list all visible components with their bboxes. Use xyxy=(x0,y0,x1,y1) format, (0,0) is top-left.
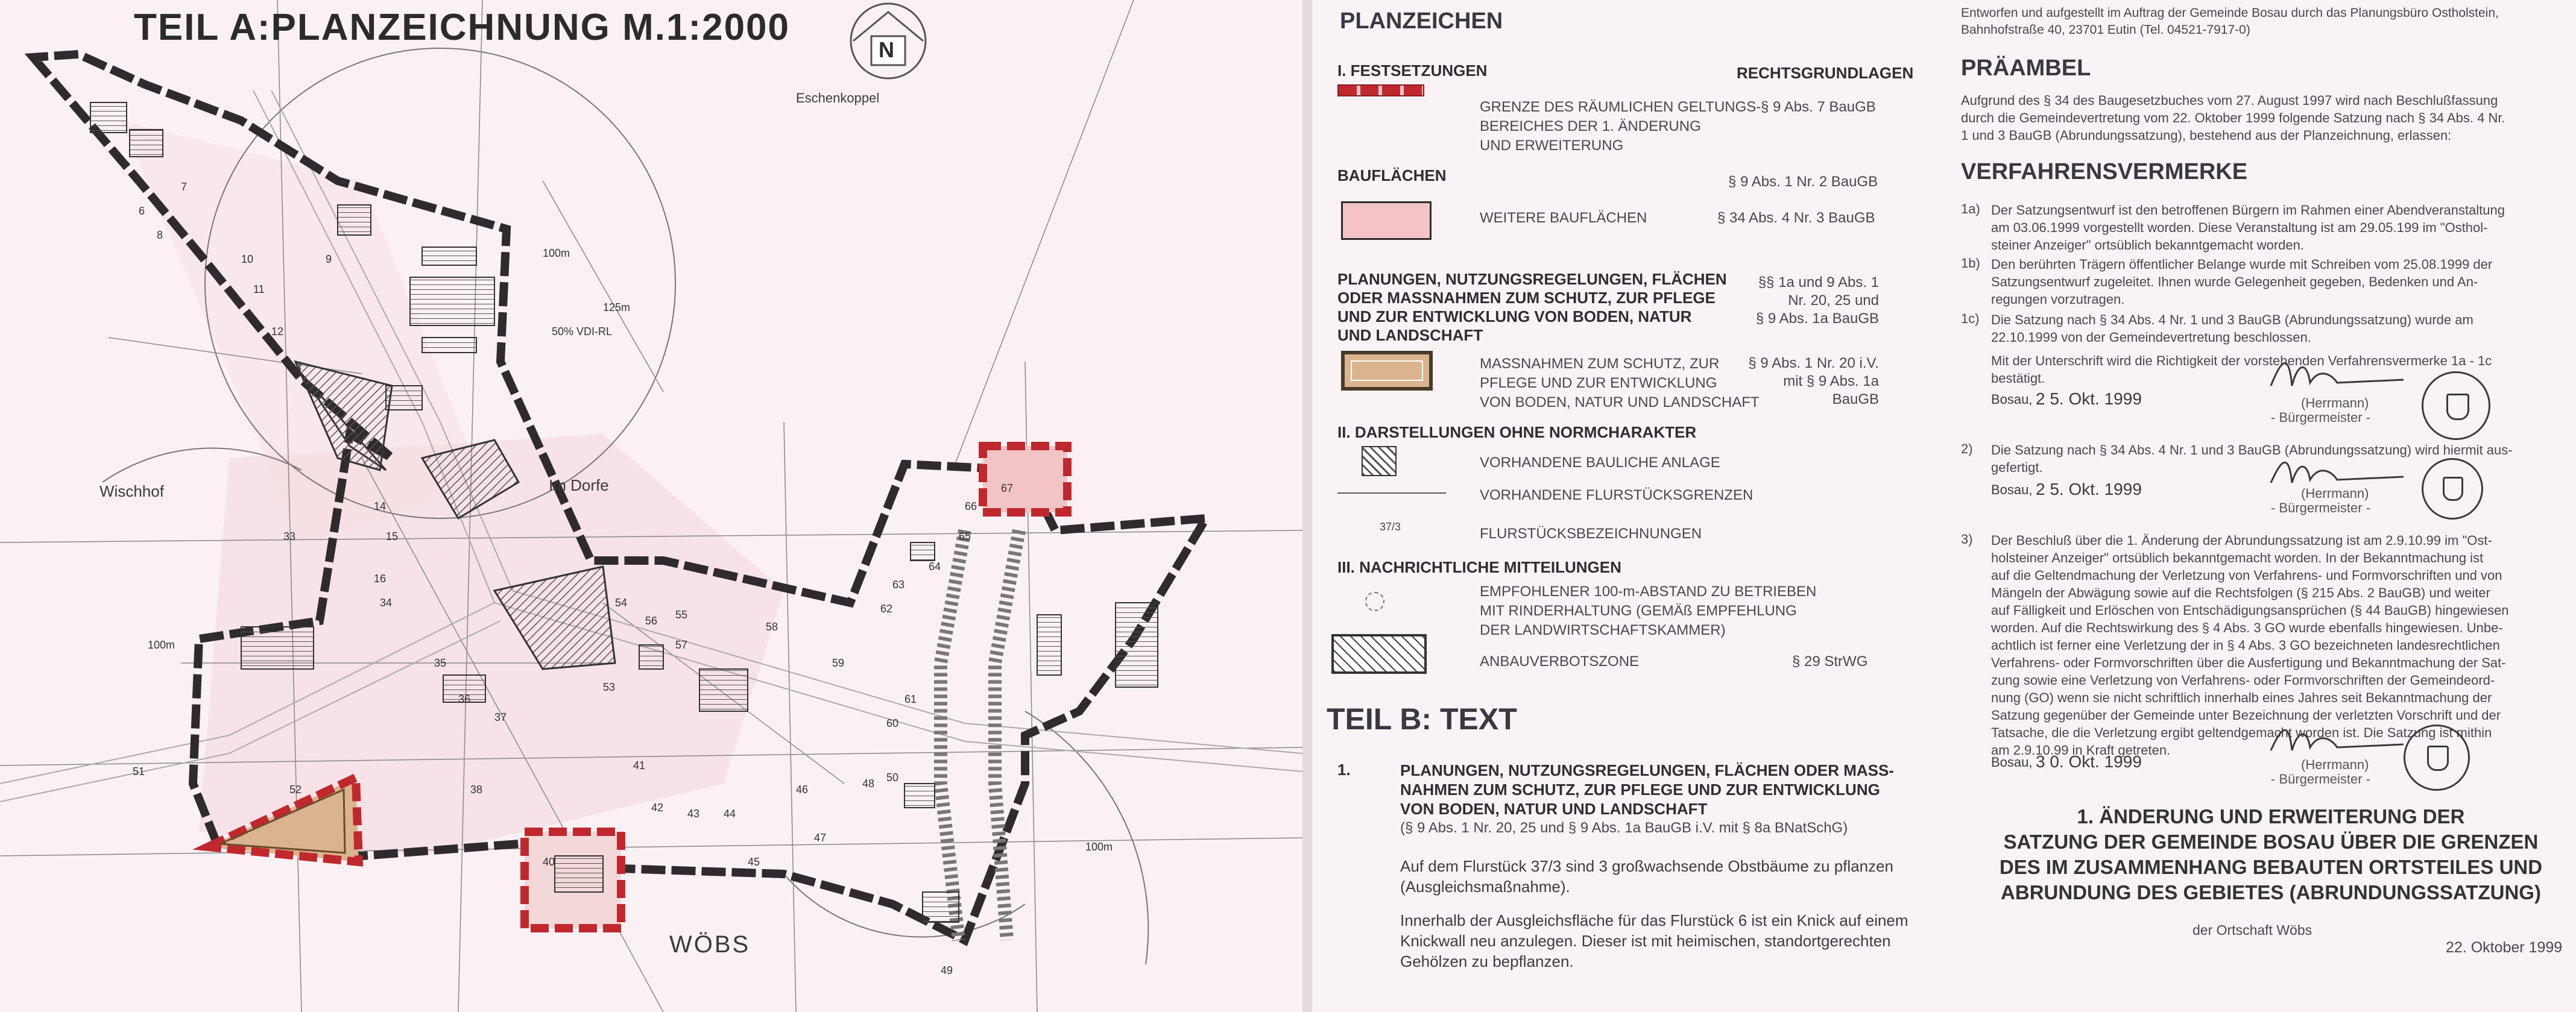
legend-abstand: EMPFOHLENER 100-m-ABSTAND ZU BETRIEBEN MIT RINDERHALTUNG (GEMÄß EMPFEHLUNG DER LANDWIRTSCHAFTSKAMMER) xyxy=(1480,583,1817,638)
lot-number: 6 xyxy=(139,205,145,217)
teil-b-para1: Auf dem Flurstück 37/3 sind 3 großwachsende Obstbäume zu pflanzen (Ausgleichsmaßnahme). xyxy=(1400,857,1893,896)
lot-number: 63 xyxy=(892,579,905,591)
v1b-number: 1b) xyxy=(1961,256,1980,271)
legend-red-boundary-swatch xyxy=(1337,84,1424,96)
signer-name-3: (Herrmann) xyxy=(2301,757,2369,772)
lot-number: 34 xyxy=(380,597,393,609)
lot-number: 54 xyxy=(615,597,628,609)
lot-number: 53 xyxy=(603,681,616,693)
lot-number: 8 xyxy=(157,229,163,241)
lot-number: 35 xyxy=(434,657,447,669)
lot-number: 62 xyxy=(880,603,893,615)
header-text: Entworfen und aufgestellt im Auftrag der Gemeinde Bosau durch das Planungsbüro Ostholstein, Bahnhofstraße 40, 23701 Eutin (Tel. 04521-7917-0) xyxy=(1961,6,2499,37)
lot-number: 16 xyxy=(374,573,387,585)
signer-title-3: - Bürgermeister - xyxy=(2271,772,2371,787)
lot-number: 44 xyxy=(724,808,736,820)
v1a-text: Der Satzungsentwurf ist den betroffenen Bürgern im Rahmen einer Abendveranstaltung am 03.06.1999 vorgestellt worden. Diese Veranstaltung ist am 29.05.199 im "Osthol- steiner Anzeiger" ortsüblich bekanntgemacht worden. xyxy=(1991,203,2505,253)
signer-title-1: - Bürgermeister - xyxy=(2271,410,2371,425)
law-weitere: § 34 Abs. 4 Nr. 3 BauGB xyxy=(1717,210,1875,226)
legend-bauliche-swatch xyxy=(1362,446,1397,476)
law-grenze: § 9 Abs. 7 BauGB xyxy=(1761,99,1876,115)
lot-number: 65 xyxy=(959,530,971,542)
signature-icon xyxy=(2265,717,2410,759)
municipal-stamp-icon xyxy=(2404,724,2470,791)
legend-section-2: II. DARSTELLUNGEN OHNE NORMCHARAKTER xyxy=(1337,423,1697,441)
lot-number: 60 xyxy=(886,717,899,729)
lot-number: 67 xyxy=(1001,482,1014,494)
lot-number: 49 xyxy=(941,964,953,976)
lot-number: 58 xyxy=(766,621,778,633)
lot-number: 50 xyxy=(886,772,899,784)
place-2: Bosau, xyxy=(1991,482,2033,497)
v2-number: 2) xyxy=(1961,441,1973,456)
legend-anbau-swatch xyxy=(1331,634,1427,674)
legend-planungen: PLANUNGEN, NUTZUNGSREGELUNGEN, FLÄCHEN ODER MASSNAHMEN ZUM SCHUTZ, ZUR PFLEGE UND ZUR ENTWICKLUNG VON BODEN, NATUR UND LANDSCHAFT xyxy=(1337,270,1727,344)
lot-number: 9 xyxy=(326,253,332,265)
legend-title: PLANZEICHEN xyxy=(1340,8,1503,34)
distance-label: 100m xyxy=(1085,841,1113,853)
lot-number: 7 xyxy=(181,181,188,193)
lot-number: 33 xyxy=(283,530,296,542)
legend-flurgrenze-swatch xyxy=(1337,492,1446,494)
legend-abstand-swatch xyxy=(1365,592,1384,611)
teil-b-heading: PLANUNGEN, NUTZUNGSREGELUNGEN, FLÄCHEN ODER MASS- NAHMEN ZUM SCHUTZ, ZUR PFLEGE UND ZUR ENTWICKLUNG VON BODEN, NATUR UND LANDSCHAFT xyxy=(1400,761,1895,818)
municipal-stamp-icon xyxy=(2422,371,2490,440)
lot-number: 64 xyxy=(929,561,941,573)
lot-number: 13 xyxy=(289,362,302,374)
lot-number: 59 xyxy=(832,657,845,669)
north-label: N xyxy=(879,37,894,62)
legend-bauliche: VORHANDENE BAULICHE ANLAGE xyxy=(1480,454,1720,471)
date-2: 2 5. Okt. 1999 xyxy=(2036,480,2142,498)
lot-number: 42 xyxy=(651,802,664,814)
legend-flurbez: FLURSTÜCKSBEZEICHNUNGEN xyxy=(1480,526,1702,542)
teil-b-para2: Innerhalb der Ausgleichsfläche für das Flurstück 6 ist ein Knick auf einem Knickwall neu anzulegen. Dieser ist mit heimischen, standortgerechten Gehölzen zu bepflanzen. xyxy=(1400,911,1908,970)
lot-number: 43 xyxy=(687,808,700,820)
final-subtitle: der Ortschaft Wöbs xyxy=(2192,922,2312,938)
sheet-fold xyxy=(1302,0,1312,1012)
signer-title-2: - Bürgermeister - xyxy=(2271,500,2371,515)
praeambel-title: PRÄAMBEL xyxy=(1961,55,2091,81)
verfahren-title: VERFAHRENSVERMERKE xyxy=(1961,159,2248,184)
legend-anbau: ANBAUVERBOTSZONE xyxy=(1480,653,1640,670)
lot-number: 11 xyxy=(253,283,265,295)
lot-number: 47 xyxy=(814,832,827,844)
v3-number: 3) xyxy=(1961,532,1973,547)
map-title: TEIL A:PLANZEICHNUNG M.1:2000 xyxy=(134,7,791,48)
legend-weitere-swatch xyxy=(1341,201,1432,240)
place-3: Bosau, xyxy=(1991,755,2033,770)
lot-number: 45 xyxy=(748,856,760,868)
municipal-stamp-icon xyxy=(2422,458,2483,520)
lot-number: 40 xyxy=(543,856,555,868)
legend-section-1: I. FESTSETZUNGEN xyxy=(1337,61,1488,80)
lot-number: 56 xyxy=(645,615,658,627)
lot-number: 14 xyxy=(374,500,387,512)
signer-name-2: (Herrmann) xyxy=(2301,486,2369,501)
lot-number: 48 xyxy=(862,778,875,790)
signer-name-1: (Herrmann) xyxy=(2301,395,2369,410)
legend-massnahmen-swatch xyxy=(1341,351,1433,391)
lot-number: 51 xyxy=(133,765,145,778)
final-title: 1. ÄNDERUNG UND ERWEITERUNG DER SATZUNG DER GEMEINDE BOSAU ÜBER DIE GRENZEN DES IM ZUSAMMENHANG BEBAUTEN ORTSTEILES UND ABRUNDUNG DES GEBIETES (ABRUNDUNGSSATZUNG) xyxy=(1999,805,2543,904)
teil-b-title: TEIL B: TEXT xyxy=(1327,702,1517,736)
legend-flur-example: 37/3 xyxy=(1380,521,1401,533)
rechtsgrundlagen-heading: RECHTSGRUNDLAGEN xyxy=(1737,64,1914,82)
lot-number: 46 xyxy=(796,784,809,796)
lot-number: 10 xyxy=(241,253,254,265)
v1c-text: Die Satzung nach § 34 Abs. 4 Nr. 1 und 3 BauGB (Abrundungssatzung) wurde am 22.10.1999 von der Gemeindevertretung beschlossen. xyxy=(1991,312,2473,345)
place-1: Bosau, xyxy=(1991,392,2033,407)
distance-label: 50% VDI-RL xyxy=(552,325,613,338)
signature-icon xyxy=(2265,350,2410,398)
law-anbau: § 29 StrWG xyxy=(1792,653,1868,670)
legend-weitere: WEITERE BAUFLÄCHEN xyxy=(1480,210,1647,226)
v1a-number: 1a) xyxy=(1961,201,1980,216)
place-wischhof: Wischhof xyxy=(99,482,164,500)
lot-number: 37 xyxy=(494,711,507,723)
lot-number: 66 xyxy=(965,500,977,512)
v2-text: Die Satzung nach § 34 Abs. 4 Nr. 1 und 3 BauGB (Abrundungssatzung) wird hiermit aus- gefertigt. xyxy=(1991,442,2513,475)
lot-number: 41 xyxy=(633,759,646,772)
law-bauflaechen: § 9 Abs. 1 Nr. 2 BauGB xyxy=(1728,174,1878,190)
lot-number: 52 xyxy=(289,784,302,796)
place-woebs: WÖBS xyxy=(669,931,751,958)
v3-text: Der Beschluß über die 1. Änderung der Abrundungssatzung ist am 2.9.10.99 im "Ost- holsteiner Anzeiger" ortsüblich bekanntgemacht worden. In der Bekanntmachung ist auf die Geltendmachung der Verletzung von Verfahrens- und Formvorschriften und von Mängeln der Abwägung sowie auf die Rechtsfolgen (§ 215 Abs. 2 BauGB) und weiter auf Fälligkeit und Erlöschen von Entschädigungsansprüchen (§ 44 BauGB) hingewiesen worden. Auf die Rechtswirkung des § 4 Abs. 3 GO wurde ebenfalls hingewiesen. Unbe- achtlich ist ferner eine Verletzung der in § 4 Abs. 3 GO bezeichneten landesrechtlichen Verfahrens- oder Formvorschriften über die Ausfertigung und Bekanntmachung der Sat- zung sowie eine Verletzung von Verfahrens- oder Formvorschriften der Gemeindeord- nung (GO) wenn sie nicht schriftlich innerhalb eines Jahres seit Bekanntmachung der Satzung gegenüber der Gemeinde unter Bezeichnung der verletzten Vorschrift und der Tatsache, die die Verletzung ergibt geltendgemacht worden ist. Die Satzung ist mithin am 2.9.10.99 in Kraft getreten. xyxy=(1991,533,2509,758)
final-date: 22. Oktober 1999 xyxy=(2446,939,2563,956)
legend-massnahmen: MASSNAHMEN ZUM SCHUTZ, ZUR PFLEGE UND ZUR ENTWICKLUNG VON BODEN, NATUR UND LANDSCHAFT xyxy=(1480,356,1760,410)
v1b-text: Den berührten Trägern öffentlicher Belange wurde mit Schreiben vom 25.08.1999 der Satzungsentwurf zugeleitet. Ihnen wurde Gelegenheit gegeben, Bedenken und An- regungen vorzutragen. xyxy=(1991,257,2493,307)
v1c-number: 1c) xyxy=(1961,311,1980,326)
distance-label: 100m xyxy=(148,639,175,651)
place-eschenkoppel: Eschenkoppel xyxy=(796,90,880,105)
legend-flurgrenzen: VORHANDENE FLURSTÜCKSGRENZEN xyxy=(1480,487,1754,503)
lot-number: 15 xyxy=(386,530,399,542)
law-planungen: §§ 1a und 9 Abs. 1 Nr. 20, 25 und § 9 Abs. 1a BauGB xyxy=(1755,274,1879,327)
distance-label: 125m xyxy=(603,301,631,313)
legend-grenze: GRENZE DES RÄUMLICHEN GELTUNGS- BEREICHES DER 1. ÄNDERUNG UND ERWEITERUNG xyxy=(1480,99,1761,154)
place-im-dorfe: Im Dorfe xyxy=(549,476,609,494)
lot-number: 12 xyxy=(271,325,284,338)
date-3: 3 0. Okt. 1999 xyxy=(2036,752,2142,771)
v1c-note: Mit der Unterschrift wird die Richtigkeit der vorstehenden Verfahrensvermerke 1a - 1c bestätigt. xyxy=(1991,353,2492,386)
lot-number: 36 xyxy=(458,693,471,705)
lot-number: 57 xyxy=(675,639,688,651)
date-1: 2 5. Okt. 1999 xyxy=(2036,389,2142,408)
lot-number: 55 xyxy=(675,609,688,621)
teil-b-law: (§ 9 Abs. 1 Nr. 20, 25 und § 9 Abs. 1a BauGB i.V. mit § 8a BNatSchG) xyxy=(1400,820,1848,836)
text-sheet xyxy=(1312,0,2576,1012)
law-massnahmen: § 9 Abs. 1 Nr. 20 i.V. mit § 9 Abs. 1a BauGB xyxy=(1748,355,1879,407)
praeambel-text: Aufgrund des § 34 des Baugesetzbuches vom 27. August 1997 wird nach Beschlußfassung durch die Gemeindevertretung vom 22. Oktober 1999 folgende Satzung nach § 34 Abs. 4 Nr. 1 und 3 BauGB (Abrundungssatzung), bestehend aus der Planzeichnung, erlassen: xyxy=(1961,93,2505,143)
legend-section-3: III. NACHRICHTLICHE MITTEILUNGEN xyxy=(1337,558,1621,576)
teil-b-item-number: 1. xyxy=(1337,761,1351,779)
distance-label: 100m xyxy=(543,247,570,259)
legend-bauflaechen: BAUFLÄCHEN xyxy=(1337,166,1447,184)
lot-number: 38 xyxy=(470,784,483,796)
lot-number: 61 xyxy=(904,693,917,705)
